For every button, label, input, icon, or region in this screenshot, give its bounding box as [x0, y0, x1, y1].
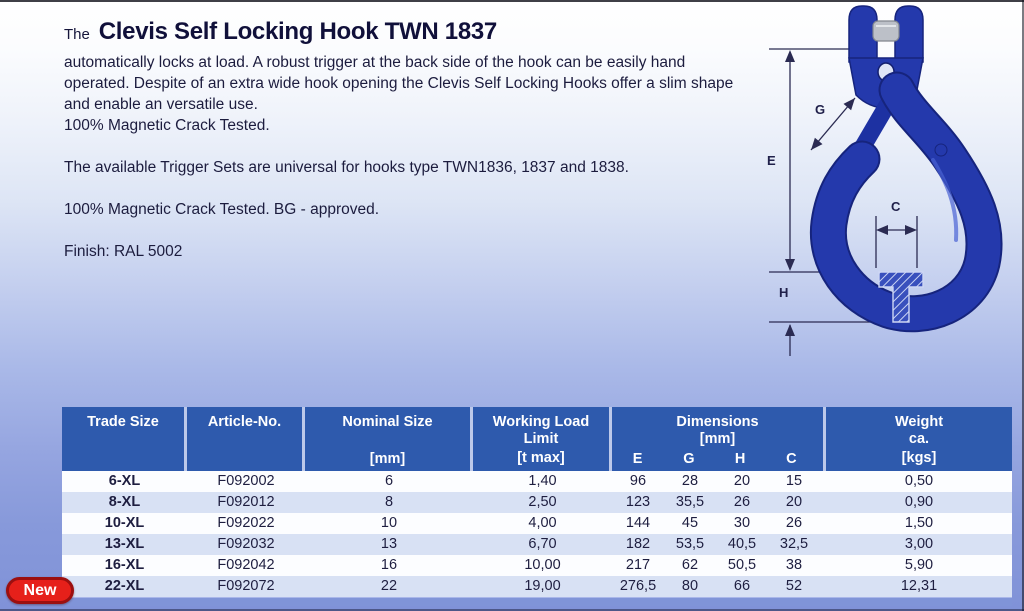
table-row — [62, 492, 1012, 513]
cell-wll: 4,00 — [528, 515, 557, 531]
cell-dim-g: 45 — [681, 515, 699, 531]
cell-dim-h: 50,5 — [727, 557, 757, 573]
col-header-wll: Working Load Limit [t max] — [473, 407, 612, 471]
subheader-g: G — [683, 451, 695, 467]
page-title — [64, 10, 736, 47]
cell-wll: 1,40 — [528, 473, 557, 489]
cell-weight: 1,50 — [904, 515, 934, 531]
subheader-e: E — [632, 451, 643, 467]
subheader-c: C — [786, 451, 797, 467]
col-header-nominal-size: Nominal Size [mm] — [305, 407, 473, 471]
dim-label-g: G — [815, 102, 826, 117]
cell-dimensions — [612, 471, 826, 492]
title-main: Clevis Self Locking Hook TWN 1837 — [98, 18, 497, 45]
hook-diagram — [753, 0, 1024, 358]
cell-nominal-size: 6 — [384, 473, 394, 489]
cell-wll: 6,70 — [528, 536, 557, 552]
cell-dim-c: 26 — [785, 515, 803, 531]
cell-trade-size: 8-XL — [108, 494, 141, 510]
trigger-sets-line: The available Trigger Sets are universal for hooks type TWN1836, 1837 and 1838. — [64, 159, 629, 176]
cell-dim-c: 20 — [785, 494, 803, 510]
cell-nominal-size: 16 — [380, 557, 398, 573]
table-row — [62, 513, 1012, 534]
cell-dimensions — [612, 576, 826, 597]
cell-nominal-size: 13 — [380, 536, 398, 552]
cell-trade-size: 10-XL — [104, 515, 145, 531]
col-header-trade-size: Trade Size — [62, 407, 187, 471]
title-prefix: The — [64, 26, 90, 43]
cell-trade-size: 6-XL — [108, 473, 141, 489]
dimension-subheaders — [612, 451, 817, 468]
cell-wll: 2,50 — [528, 494, 557, 510]
cell-trade-size: 13-XL — [104, 536, 145, 552]
col-header-weight: Weight ca. [kgs] — [826, 407, 1012, 471]
cell-dim-g: 53,5 — [675, 536, 705, 552]
cell-dimensions — [612, 492, 826, 513]
cell-dim-h: 30 — [733, 515, 751, 531]
cell-nominal-size: 22 — [380, 578, 398, 594]
cell-dimensions — [612, 534, 826, 555]
table-row — [62, 555, 1012, 576]
table-bottom-bar — [62, 597, 1012, 606]
cell-dimensions — [612, 555, 826, 576]
cell-dim-h: 66 — [733, 578, 751, 594]
cell-dim-e: 123 — [625, 494, 651, 510]
table-body — [62, 471, 1012, 597]
wll-unit: [t max] — [517, 450, 565, 466]
cell-dim-g: 62 — [681, 557, 699, 573]
clevis-pin — [873, 21, 899, 41]
bg-approved-line: 100% Magnetic Crack Tested. BG - approved. — [64, 201, 380, 218]
cell-nominal-size: 8 — [384, 494, 394, 510]
table-row — [62, 471, 1012, 492]
finish-line: Finish: RAL 5002 — [64, 243, 183, 260]
cell-weight: 3,00 — [904, 536, 934, 552]
cell-article-no: F092072 — [217, 578, 275, 594]
cell-dim-c: 38 — [785, 557, 803, 573]
dim-label-c: C — [891, 199, 901, 214]
cell-trade-size: 22-XL — [104, 578, 145, 594]
new-badge: New — [6, 577, 74, 604]
cell-weight: 0,90 — [904, 494, 934, 510]
cell-dim-h: 26 — [733, 494, 751, 510]
cell-article-no: F092022 — [217, 515, 275, 531]
subheader-h: H — [734, 451, 746, 467]
cell-article-no: F092012 — [217, 494, 275, 510]
table-header — [62, 407, 1012, 471]
spec-table — [62, 407, 1012, 606]
cell-trade-size: 16-XL — [104, 557, 145, 573]
cell-dim-e: 144 — [625, 515, 651, 531]
cell-dim-g: 80 — [681, 578, 699, 594]
cell-wll: 10,00 — [524, 557, 561, 573]
cell-weight: 12,31 — [900, 578, 938, 594]
cell-weight: 0,50 — [904, 473, 934, 489]
table-row — [62, 576, 1012, 597]
dim-label-e: E — [767, 153, 776, 168]
cell-dim-e: 182 — [625, 536, 651, 552]
cell-article-no: F092032 — [217, 536, 275, 552]
description-block — [64, 10, 736, 262]
cell-wll: 19,00 — [524, 578, 561, 594]
cell-article-no: F092042 — [217, 557, 275, 573]
cell-dim-h: 20 — [733, 473, 751, 489]
cell-nominal-size: 10 — [380, 515, 398, 531]
cell-dim-e: 96 — [629, 473, 647, 489]
cell-dim-g: 28 — [681, 473, 699, 489]
crack-tested-line: 100% Magnetic Crack Tested. — [64, 117, 270, 134]
cell-weight: 5,90 — [904, 557, 934, 573]
cell-article-no: F092002 — [217, 473, 275, 489]
weight-unit: [kgs] — [901, 450, 937, 466]
cell-dim-g: 35,5 — [675, 494, 705, 510]
cell-dim-c: 32,5 — [779, 536, 809, 552]
col-header-dimensions: Dimensions [mm] E G H C — [612, 407, 826, 471]
dimension-c-lines — [876, 216, 917, 268]
hook-illustration — [828, 6, 984, 322]
cell-dim-e: 217 — [625, 557, 651, 573]
table-row — [62, 534, 1012, 555]
dim-label-h: H — [779, 285, 789, 300]
intro-paragraph: automatically locks at load. A robust trigger at the back side of the hook can be easily hand operated. Despite of an extra wide hook opening the Clevis Self Locking Hooks offer a slim shape and enable an versatile use. — [64, 54, 734, 113]
cell-dim-c: 52 — [785, 578, 803, 594]
cell-dim-h: 40,5 — [727, 536, 757, 552]
cell-dim-e: 276,5 — [619, 578, 657, 594]
cell-dimensions — [612, 513, 826, 534]
cell-dim-c: 15 — [785, 473, 803, 489]
col-header-article-no: Article-No. — [187, 407, 305, 471]
nominal-unit: [mm] — [369, 451, 406, 467]
